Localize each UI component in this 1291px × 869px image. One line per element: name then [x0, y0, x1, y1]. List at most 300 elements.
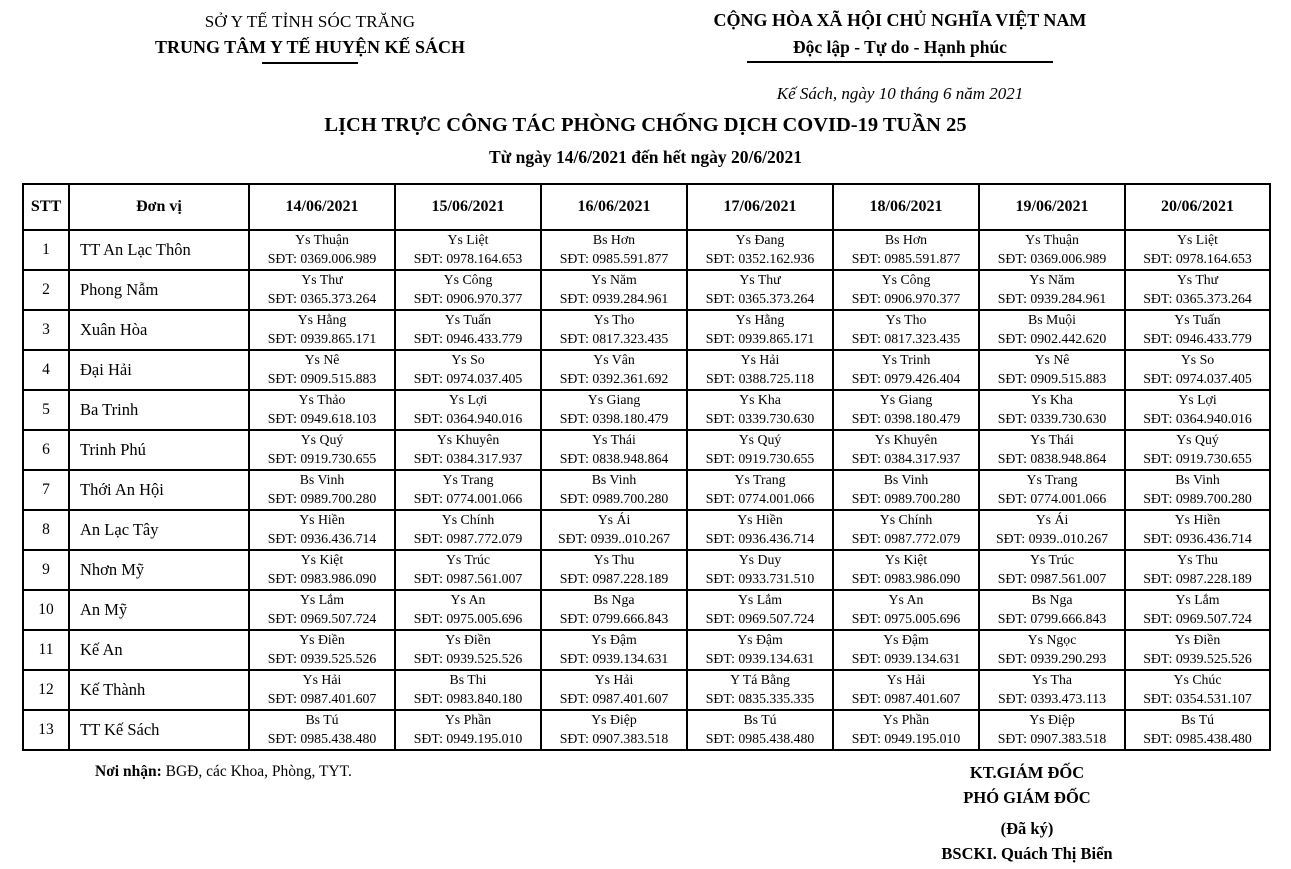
- national-motto: Độc lập - Tự do - Hạnh phúc: [793, 37, 1007, 57]
- duty-person-name: Bs Tú: [305, 712, 339, 728]
- table-row: [23, 590, 1270, 630]
- duty-cell: [395, 350, 541, 390]
- duty-cell: [395, 710, 541, 750]
- duty-person-name: Ys An: [888, 592, 924, 608]
- row-number-cell: 13: [23, 710, 69, 750]
- unit-name-cell: Phong Nẫm: [69, 270, 249, 310]
- duty-phone-number: SĐT: 0919.730.655: [267, 451, 377, 466]
- signature-block: [862, 760, 1192, 866]
- duty-person-name: Ys Liệt: [1177, 232, 1218, 248]
- duty-person-name: Ys Lợi: [1178, 392, 1217, 408]
- duty-phone-number: SĐT: 0978.164.653: [1143, 251, 1252, 266]
- duty-person-name: Ys Trúc: [445, 552, 491, 568]
- table-row: [23, 710, 1270, 750]
- duty-person-name: Ys Hằng: [735, 312, 785, 328]
- column-header-stt: STT: [23, 184, 69, 230]
- duty-phone-number: SĐT: 0774.001.066: [705, 491, 815, 506]
- duty-cell: [979, 670, 1125, 710]
- duty-cell: [1125, 350, 1270, 390]
- duty-cell: [395, 390, 541, 430]
- duty-cell: [541, 550, 687, 590]
- duty-cell: [687, 590, 833, 630]
- signature-title: KT.GIÁM ĐỐC: [969, 763, 1085, 782]
- duty-person-name: Ys Điệp: [1029, 712, 1075, 728]
- duty-phone-number: SĐT: 0919.730.655: [705, 451, 815, 466]
- duty-cell: [833, 430, 979, 470]
- duty-person-name: Ys An: [450, 592, 486, 608]
- page-title: LỊCH TRỰC CÔNG TÁC PHÒNG CHỐNG DỊCH COVID-19 TUẦN 25: [324, 114, 967, 136]
- duty-phone-number: SĐT: 0985.438.480: [267, 731, 377, 746]
- duty-person-name: Bs Vinh: [591, 472, 637, 488]
- duty-person-name: Ys Công: [443, 272, 493, 288]
- duty-phone-number: SĐT: 0936.436.714: [1143, 531, 1252, 546]
- duty-person-name: Ys Đậm: [737, 632, 783, 648]
- duty-person-name: Ys Chính: [441, 512, 495, 528]
- issue-date-line: Kế Sách, ngày 10 tháng 6 năm 2021: [776, 84, 1024, 103]
- duty-person-name: Ys Công: [881, 272, 931, 288]
- duty-cell: [687, 390, 833, 430]
- table-row: [23, 430, 1270, 470]
- duty-schedule-table: [22, 183, 1271, 751]
- duty-phone-number: SĐT: 0799.666.843: [997, 611, 1107, 626]
- duty-phone-number: SĐT: 0906.970.377: [851, 291, 961, 306]
- column-header-unit: Đơn vị: [69, 184, 249, 230]
- duty-cell: [833, 510, 979, 550]
- duty-phone-number: SĐT: 0939..010.267: [996, 531, 1108, 546]
- duty-phone-number: SĐT: 0989.700.280: [267, 491, 377, 506]
- duty-person-name: Ys Tho: [885, 312, 927, 328]
- duty-phone-number: SĐT: 0939.865.171: [705, 331, 815, 346]
- duty-cell: [541, 470, 687, 510]
- unit-name-cell: TT An Lạc Thôn: [69, 230, 249, 270]
- duty-phone-number: SĐT: 0939.525.526: [1143, 651, 1252, 666]
- duty-phone-number: SĐT: 0949.195.010: [851, 731, 961, 746]
- duty-cell: [395, 430, 541, 470]
- duty-cell: [1125, 390, 1270, 430]
- duty-person-name: Ys Năm: [1029, 272, 1075, 288]
- duty-cell: [833, 270, 979, 310]
- duty-phone-number: SĐT: 0369.006.989: [267, 251, 377, 266]
- duty-cell: [249, 430, 395, 470]
- duty-person-name: Ys Điền: [299, 632, 345, 648]
- duty-cell: [1125, 510, 1270, 550]
- duty-cell: [687, 230, 833, 270]
- duty-cell: [395, 590, 541, 630]
- org-underline-rule: [262, 62, 358, 64]
- duty-phone-number: SĐT: 0987.772.079: [851, 531, 961, 546]
- duty-cell: [1125, 470, 1270, 510]
- duty-person-name: Ys Thái: [1030, 432, 1074, 448]
- duty-person-name: Ys Lợi: [448, 392, 488, 408]
- duty-cell: [541, 710, 687, 750]
- table-row: [23, 310, 1270, 350]
- duty-phone-number: SĐT: 0369.006.989: [997, 251, 1107, 266]
- duty-cell: [687, 310, 833, 350]
- row-number-cell: 11: [23, 630, 69, 670]
- duty-person-name: Ys Năm: [591, 272, 637, 288]
- duty-cell: [1125, 710, 1270, 750]
- signed-note: (Đã ký): [1000, 819, 1054, 838]
- duty-person-name: Ys Đậm: [883, 632, 929, 648]
- duty-cell: [249, 270, 395, 310]
- duty-person-name: Ys Hiền: [1174, 512, 1221, 528]
- duty-person-name: Ys Thu: [1177, 552, 1218, 568]
- duty-person-name: Ys Hiền: [299, 512, 345, 528]
- duty-person-name: Ys Tuấn: [444, 312, 492, 328]
- duty-person-name: Ys So: [1180, 352, 1215, 368]
- duty-cell: [979, 350, 1125, 390]
- table-row: [23, 470, 1270, 510]
- duty-person-name: Bs Tú: [743, 712, 777, 728]
- duty-phone-number: SĐT: 0987.772.079: [413, 531, 523, 546]
- row-number-cell: 9: [23, 550, 69, 590]
- duty-phone-number: SĐT: 0985.438.480: [1143, 731, 1252, 746]
- duty-cell: [833, 670, 979, 710]
- duty-cell: [249, 510, 395, 550]
- duty-person-name: Ys Thư: [739, 272, 781, 288]
- duty-person-name: Ys Kha: [739, 392, 781, 408]
- duty-cell: [249, 550, 395, 590]
- duty-person-name: Ys Hải: [886, 672, 926, 688]
- row-number-cell: 8: [23, 510, 69, 550]
- duty-person-name: Ys Chúc: [1173, 672, 1222, 688]
- duty-phone-number: SĐT: 0939..010.267: [558, 531, 670, 546]
- duty-person-name: Ys Điền: [445, 632, 491, 648]
- table-row: [23, 390, 1270, 430]
- unit-name-cell: An Mỹ: [69, 590, 249, 630]
- duty-cell: [1125, 430, 1270, 470]
- duty-phone-number: SĐT: 0974.037.405: [1143, 371, 1252, 386]
- column-header-date: 18/06/2021: [833, 184, 979, 230]
- duty-person-name: Ys Hằng: [297, 312, 347, 328]
- duty-cell: [1125, 310, 1270, 350]
- duty-phone-number: SĐT: 0974.037.405: [413, 371, 523, 386]
- table-row: [23, 550, 1270, 590]
- row-number-cell: 10: [23, 590, 69, 630]
- duty-cell: [1125, 270, 1270, 310]
- duty-cell: [1125, 590, 1270, 630]
- duty-person-name: Ys Trinh: [881, 352, 931, 368]
- unit-name-cell: Kế Thành: [69, 670, 249, 710]
- table-row: [23, 510, 1270, 550]
- duty-cell: [1125, 230, 1270, 270]
- row-number-cell: 5: [23, 390, 69, 430]
- duty-cell: [395, 510, 541, 550]
- duty-cell: [541, 390, 687, 430]
- duty-phone-number: SĐT: 0987.228.189: [559, 571, 669, 586]
- duty-phone-number: SĐT: 0987.561.007: [413, 571, 523, 586]
- duty-person-name: Ys Thư: [1176, 272, 1219, 288]
- column-header-date: 17/06/2021: [687, 184, 833, 230]
- duty-person-name: Ys Thư: [301, 272, 343, 288]
- duty-cell: [249, 230, 395, 270]
- duty-phone-number: SĐT: 0939.134.631: [705, 651, 815, 666]
- duty-phone-number: SĐT: 0939.290.293: [997, 651, 1107, 666]
- duty-person-name: Ys Quý: [738, 432, 782, 448]
- duty-cell: [249, 710, 395, 750]
- duty-cell: [687, 510, 833, 550]
- duty-phone-number: SĐT: 0907.383.518: [559, 731, 669, 746]
- duty-phone-number: SĐT: 0949.618.103: [267, 411, 377, 426]
- duty-phone-number: SĐT: 0365.373.264: [1143, 291, 1252, 306]
- duty-cell: [687, 350, 833, 390]
- signer-name: BSCKI. Quách Thị Biển: [941, 844, 1113, 863]
- duty-cell: [979, 630, 1125, 670]
- duty-person-name: Ys Ái: [1035, 512, 1069, 528]
- unit-name-cell: Thới An Hội: [69, 470, 249, 510]
- duty-person-name: Ys Khuyên: [436, 432, 500, 448]
- duty-person-name: Ys Chính: [879, 512, 933, 528]
- duty-cell: [395, 470, 541, 510]
- duty-person-name: Ys Vân: [593, 352, 635, 368]
- duty-phone-number: SĐT: 0838.948.864: [559, 451, 669, 466]
- duty-phone-number: SĐT: 0939.865.171: [267, 331, 377, 346]
- duty-phone-number: SĐT: 0987.401.607: [559, 691, 669, 706]
- duty-phone-number: SĐT: 0989.700.280: [559, 491, 669, 506]
- org-department: SỞ Y TẾ TỈNH SÓC TRĂNG: [204, 12, 416, 31]
- duty-person-name: Ys Quý: [300, 432, 344, 448]
- duty-phone-number: SĐT: 0939.284.961: [997, 291, 1107, 306]
- duty-person-name: Ys Kha: [1031, 392, 1073, 408]
- row-number-cell: 1: [23, 230, 69, 270]
- duty-person-name: Bs Nga: [593, 592, 635, 608]
- duty-person-name: Bs Vinh: [299, 472, 345, 488]
- duty-cell: [541, 430, 687, 470]
- duty-cell: [979, 390, 1125, 430]
- duty-person-name: Ys Hải: [740, 352, 780, 368]
- recipients-text: BGĐ, các Khoa, Phòng, TYT.: [161, 763, 352, 780]
- duty-cell: [541, 590, 687, 630]
- duty-phone-number: SĐT: 0939.525.526: [267, 651, 377, 666]
- duty-person-name: Ys Nê: [304, 352, 340, 368]
- duty-cell: [979, 470, 1125, 510]
- row-number-cell: 7: [23, 470, 69, 510]
- duty-phone-number: SĐT: 0983.986.090: [267, 571, 377, 586]
- duty-phone-number: SĐT: 0909.515.883: [267, 371, 377, 386]
- duty-phone-number: SĐT: 0983.840.180: [413, 691, 523, 706]
- duty-cell: [395, 230, 541, 270]
- duty-person-name: Bs Vinh: [883, 472, 929, 488]
- duty-person-name: Ys Điệp: [591, 712, 637, 728]
- duty-cell: [833, 350, 979, 390]
- duty-cell: [979, 710, 1125, 750]
- duty-person-name: Ys Quý: [1176, 432, 1219, 448]
- column-header-date: 15/06/2021: [395, 184, 541, 230]
- duty-phone-number: SĐT: 0919.730.655: [1143, 451, 1252, 466]
- duty-phone-number: SĐT: 0983.986.090: [851, 571, 961, 586]
- recipients-line: [95, 763, 352, 781]
- duty-phone-number: SĐT: 0946.433.779: [1143, 331, 1252, 346]
- duty-person-name: Ys Liệt: [447, 232, 489, 248]
- duty-person-name: Ys Khuyên: [874, 432, 938, 448]
- table-row: [23, 230, 1270, 270]
- duty-phone-number: SĐT: 0393.473.113: [997, 691, 1107, 706]
- duty-phone-number: SĐT: 0946.433.779: [413, 331, 523, 346]
- duty-person-name: Bs Thi: [449, 672, 487, 688]
- duty-phone-number: SĐT: 0835.335.335: [705, 691, 815, 706]
- duty-person-name: Ys Thu: [593, 552, 635, 568]
- row-number-cell: 2: [23, 270, 69, 310]
- duty-phone-number: SĐT: 0987.228.189: [1143, 571, 1252, 586]
- duty-cell: [979, 430, 1125, 470]
- duty-cell: [395, 310, 541, 350]
- recipients-label: Nơi nhận:: [95, 763, 162, 780]
- column-header-date: 19/06/2021: [979, 184, 1125, 230]
- column-header-date: 14/06/2021: [249, 184, 395, 230]
- column-header-date: 20/06/2021: [1125, 184, 1270, 230]
- duty-phone-number: SĐT: 0365.373.264: [705, 291, 815, 306]
- duty-phone-number: SĐT: 0989.700.280: [851, 491, 961, 506]
- duty-person-name: Bs Vinh: [1175, 472, 1220, 488]
- duty-cell: [395, 630, 541, 670]
- unit-name-cell: Đại Hải: [69, 350, 249, 390]
- duty-phone-number: SĐT: 0933.731.510: [705, 571, 815, 586]
- duty-phone-number: SĐT: 0398.180.479: [851, 411, 961, 426]
- duty-phone-number: SĐT: 0906.970.377: [413, 291, 523, 306]
- national-motto-block: [663, 10, 1137, 104]
- duty-cell: [395, 550, 541, 590]
- duty-cell: [687, 270, 833, 310]
- duty-phone-number: SĐT: 0388.725.118: [705, 371, 815, 386]
- duty-phone-number: SĐT: 0985.438.480: [705, 731, 815, 746]
- duty-phone-number: SĐT: 0339.730.630: [705, 411, 815, 426]
- duty-cell: [979, 230, 1125, 270]
- duty-person-name: Bs Muội: [1028, 312, 1076, 328]
- duty-cell: [1125, 550, 1270, 590]
- duty-person-name: Ys Lắm: [299, 592, 345, 608]
- schedule-table-body: [23, 230, 1270, 750]
- duty-cell: [833, 590, 979, 630]
- duty-phone-number: SĐT: 0936.436.714: [705, 531, 815, 546]
- duty-phone-number: SĐT: 0817.323.435: [851, 331, 961, 346]
- table-header-row: [23, 184, 1270, 230]
- duty-cell: [541, 310, 687, 350]
- duty-person-name: Ys Ái: [597, 512, 631, 528]
- duty-person-name: Ys Lắm: [737, 592, 783, 608]
- duty-person-name: Bs Tú: [1180, 712, 1215, 728]
- duty-cell: [687, 670, 833, 710]
- duty-person-name: Ys Hiền: [737, 512, 783, 528]
- duty-person-name: Ys Giang: [587, 392, 641, 408]
- duty-phone-number: SĐT: 0985.591.877: [559, 251, 669, 266]
- duty-phone-number: SĐT: 0939.134.631: [851, 651, 961, 666]
- duty-phone-number: SĐT: 0392.361.692: [559, 371, 669, 386]
- duty-phone-number: SĐT: 0949.195.010: [413, 731, 523, 746]
- duty-phone-number: SĐT: 0975.005.696: [413, 611, 523, 626]
- duty-person-name: Ys Giang: [879, 392, 933, 408]
- duty-cell: [687, 470, 833, 510]
- row-number-cell: 12: [23, 670, 69, 710]
- duty-cell: [687, 630, 833, 670]
- duty-person-name: Ys Tuấn: [1174, 312, 1221, 328]
- duty-phone-number: SĐT: 0969.507.724: [1143, 611, 1252, 626]
- duty-cell: [395, 270, 541, 310]
- duty-cell: [833, 390, 979, 430]
- org-center: TRUNG TÂM Y TẾ HUYỆN KẾ SÁCH: [154, 37, 466, 57]
- duty-phone-number: SĐT: 0384.317.937: [413, 451, 523, 466]
- duty-person-name: Ys Trang: [734, 472, 786, 488]
- duty-cell: [833, 470, 979, 510]
- duty-phone-number: SĐT: 0939.284.961: [559, 291, 669, 306]
- duty-cell: [249, 310, 395, 350]
- motto-underline-rule: [747, 61, 1053, 63]
- table-row: [23, 630, 1270, 670]
- duty-cell: [687, 710, 833, 750]
- duty-person-name: Ys So: [451, 352, 485, 368]
- duty-cell: [249, 470, 395, 510]
- duty-person-name: Ys Điền: [1174, 632, 1221, 648]
- duty-phone-number: SĐT: 0987.401.607: [851, 691, 961, 706]
- unit-name-cell: TT Kế Sách: [69, 710, 249, 750]
- duty-cell: [249, 630, 395, 670]
- duty-cell: [395, 670, 541, 710]
- duty-phone-number: SĐT: 0774.001.066: [997, 491, 1107, 506]
- duty-cell: [1125, 630, 1270, 670]
- duty-person-name: Bs Nga: [1031, 592, 1073, 608]
- duty-phone-number: SĐT: 0909.515.883: [997, 371, 1107, 386]
- duty-cell: [541, 630, 687, 670]
- duty-cell: [833, 310, 979, 350]
- duty-person-name: Ys Tha: [1032, 672, 1072, 688]
- duty-person-name: Ys Trang: [1026, 472, 1078, 488]
- duty-phone-number: SĐT: 0936.436.714: [267, 531, 377, 546]
- issuing-org-block: [75, 12, 545, 64]
- duty-person-name: Ys Lắm: [1175, 592, 1220, 608]
- duty-cell: [541, 350, 687, 390]
- duty-cell: [1125, 670, 1270, 710]
- duty-person-name: Ys Thái: [592, 432, 636, 448]
- duty-phone-number: SĐT: 0352.162.936: [705, 251, 815, 266]
- column-header-date: 16/06/2021: [541, 184, 687, 230]
- duty-person-name: Ys Kiệt: [300, 552, 344, 568]
- page-subtitle: Từ ngày 14/6/2021 đến hết ngày 20/6/2021: [489, 147, 802, 167]
- duty-cell: [979, 510, 1125, 550]
- duty-phone-number: SĐT: 0978.164.653: [413, 251, 523, 266]
- duty-phone-number: SĐT: 0364.940.016: [413, 411, 523, 426]
- duty-phone-number: SĐT: 0987.401.607: [267, 691, 377, 706]
- duty-phone-number: SĐT: 0774.001.066: [413, 491, 523, 506]
- duty-phone-number: SĐT: 0939.525.526: [413, 651, 523, 666]
- duty-cell: [541, 510, 687, 550]
- table-row: [23, 670, 1270, 710]
- duty-phone-number: SĐT: 0817.323.435: [559, 331, 669, 346]
- duty-person-name: Ys Đậm: [591, 632, 637, 648]
- duty-cell: [687, 550, 833, 590]
- duty-phone-number: SĐT: 0969.507.724: [267, 611, 377, 626]
- duty-cell: [541, 230, 687, 270]
- unit-name-cell: Kế An: [69, 630, 249, 670]
- duty-cell: [249, 390, 395, 430]
- row-number-cell: 4: [23, 350, 69, 390]
- duty-phone-number: SĐT: 0799.666.843: [559, 611, 669, 626]
- duty-phone-number: SĐT: 0902.442.620: [997, 331, 1107, 346]
- duty-person-name: Y Tá Bằng: [730, 672, 790, 688]
- duty-cell: [833, 710, 979, 750]
- duty-cell: [541, 270, 687, 310]
- duty-phone-number: SĐT: 0987.561.007: [997, 571, 1107, 586]
- duty-phone-number: SĐT: 0384.317.937: [851, 451, 961, 466]
- table-row: [23, 350, 1270, 390]
- duty-cell: [249, 590, 395, 630]
- table-row: [23, 270, 1270, 310]
- duty-cell: [979, 550, 1125, 590]
- duty-phone-number: SĐT: 0985.591.877: [851, 251, 961, 266]
- signature-subtitle: PHÓ GIÁM ĐỐC: [963, 788, 1091, 807]
- duty-person-name: Ys Trang: [442, 472, 494, 488]
- duty-cell: [979, 590, 1125, 630]
- duty-cell: [833, 550, 979, 590]
- duty-person-name: Ys Kiệt: [884, 552, 928, 568]
